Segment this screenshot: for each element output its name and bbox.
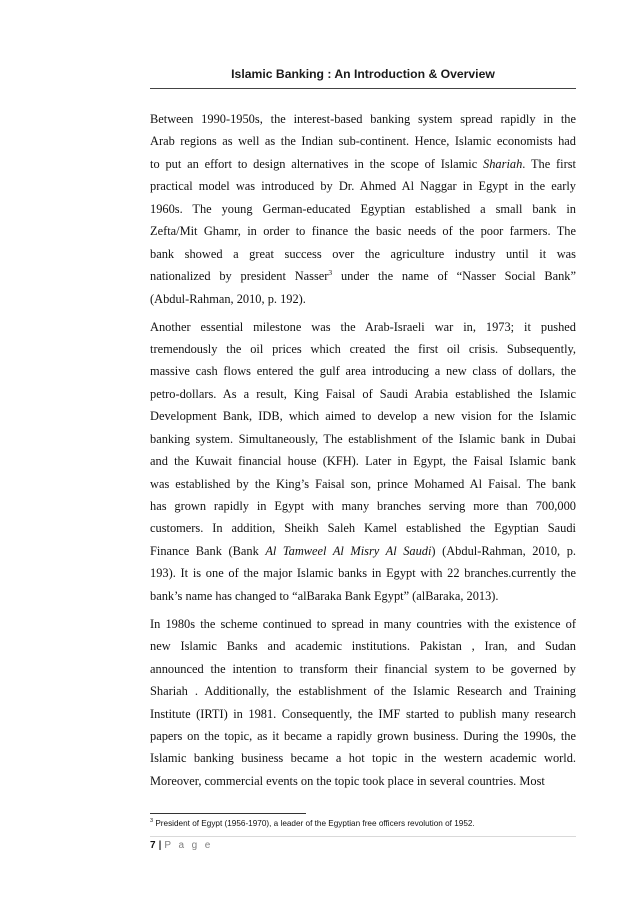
text-line: Institute (IRTI) in 1981. Consequently, the IMF started to publish many research	[150, 706, 576, 721]
footnote-text: President of Egypt (1956-1970), a leader of the Egyptian free officers revolution of 1952.	[153, 819, 475, 828]
text-line: In 1980s the scheme continued to spread in many countries with the existence of	[150, 616, 576, 631]
text-line: Moreover, commercial events on the topic took place in several countries. Most	[150, 773, 545, 788]
text-line: Another essential milestone was the Arab-Israeli war in, 1973; it pushed	[150, 319, 576, 334]
paragraph-2	[150, 316, 576, 608]
text-line	[150, 540, 576, 562]
text-line: bank’s name has changed to “alBaraka Bank Egypt” (alBaraka, 2013).	[150, 588, 499, 603]
text-line: Shariah . Additionally, the establishment of the Islamic Research and Training	[150, 684, 576, 699]
text-line: Islamic banking business became a hot topic in the western academic world.	[150, 751, 576, 766]
text-segment: ) (Abdul-Rahman, 2010, p.	[431, 543, 576, 558]
text-line: (Abdul-Rahman, 2010, p. 192).	[150, 291, 306, 306]
page-number: 7	[150, 840, 156, 851]
header-rule	[150, 88, 576, 89]
text-line: customers. In addition, Sheikh Saleh Kamel established the Egyptian Saudi	[150, 521, 576, 536]
footer-separator: |	[158, 840, 162, 851]
footnote-marker: 3	[150, 818, 154, 824]
text-line: and the Kuwait financial house (KFH). Later in Egypt, the Faisal Islamic bank	[150, 454, 576, 469]
text-line: 1960s. The young German-educated Egyptian established a small bank in	[150, 201, 576, 216]
footnote	[150, 819, 590, 828]
text-segment: under the name of “Nasser Social Bank”	[332, 269, 576, 284]
text-line: practical model was introduced by Dr. Ahmed Al Naggar in Egypt in the early	[150, 179, 576, 194]
paragraph-3	[150, 613, 576, 793]
text-line: Arab regions as well as the Indian sub-continent. Hence, Islamic economists had	[150, 134, 576, 149]
text-segment: Finance Bank (Bank	[150, 543, 266, 558]
text-segment: . The first	[522, 156, 576, 171]
text-line	[150, 265, 576, 287]
italic-term: Al Tamweel Al Misry Al Saudi	[265, 543, 432, 558]
text-line: has grown rapidly in Egypt with many branches serving more than 700,000	[150, 499, 576, 514]
footnote-ref: 3	[328, 268, 333, 278]
text-line: bank showed a great success over the agriculture industry until it was	[150, 246, 576, 261]
text-line: was established by the King’s Faisal son, prince Mohamed Al Faisal. The bank	[150, 476, 576, 491]
footnote-rule	[150, 813, 306, 814]
text-line: tremendously the oil prices which created the first oil crisis. Subsequently,	[150, 341, 576, 356]
running-header: Islamic Banking : An Introduction & Overview	[231, 67, 495, 81]
text-line: Development Bank, IDB, which aimed to develop a new vision for the Islamic	[150, 409, 576, 424]
paragraph-1	[150, 108, 576, 310]
page-footer	[150, 840, 213, 851]
text-line: announced the intention to transform their financial system to be governed by	[150, 661, 576, 676]
text-line: papers on the topic, as it became a rapidly grown business. During the 1990s, the	[150, 729, 576, 743]
text-line: 193). It is one of the major Islamic banks in Egypt with 22 branches.currently the	[150, 566, 576, 581]
text-line	[150, 153, 576, 175]
text-line: Zefta/Mit Ghamr, in order to finance the basic needs of the poor farmers. The	[150, 224, 576, 239]
page-label: P a g e	[164, 840, 213, 851]
text-line: new Islamic Banks and academic institutions. Pakistan , Iran, and Sudan	[150, 639, 576, 654]
text-line: Between 1990-1950s, the interest-based banking system spread rapidly in the	[150, 112, 576, 126]
italic-term: Shariah	[483, 156, 523, 171]
body-text	[150, 108, 576, 798]
footer-rule	[150, 836, 576, 837]
text-segment: to put an effort to design alternatives in the scope of Islamic	[150, 156, 484, 171]
text-line: massive cash flows entered the gulf area introducing a new class of dollars, the	[150, 364, 576, 379]
text-line: petro-dollars. As a result, King Faisal of Saudi Arabia established the Islamic	[150, 386, 576, 401]
text-line: banking system. Simultaneously, The establishment of the Islamic bank in Dubai	[150, 431, 576, 446]
text-segment: nationalized by president Nasser	[150, 269, 329, 284]
